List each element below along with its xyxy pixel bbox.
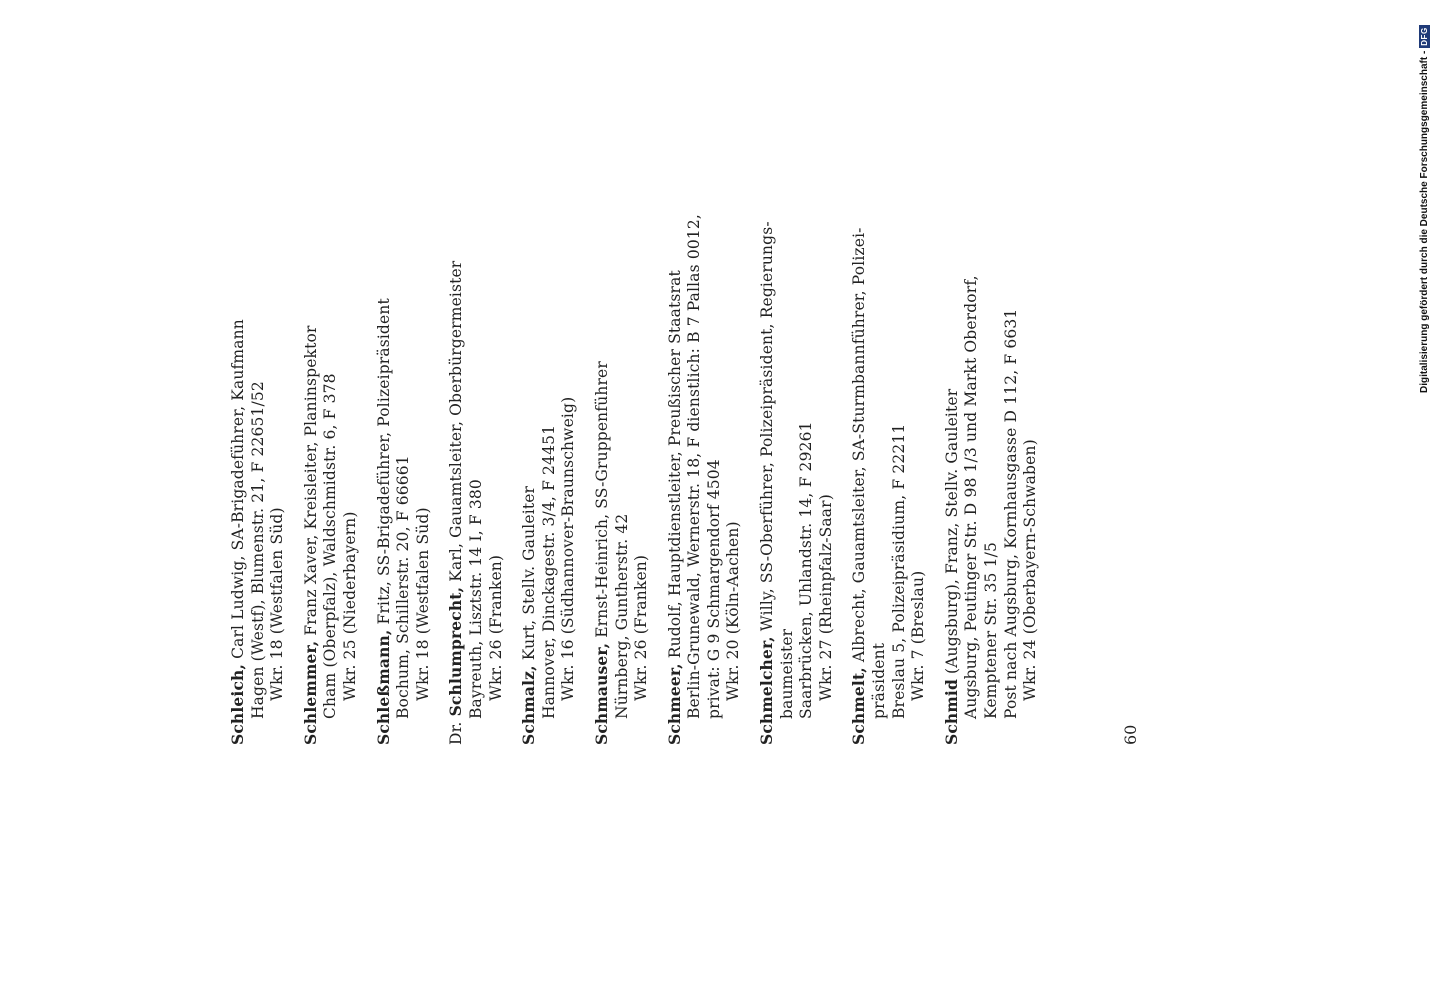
entry-name: Schmeer, — [664, 663, 684, 745]
entry-line: Wkr. 27 (Rheinpfalz-Saar) — [816, 494, 835, 701]
entry-line: Kurt, Stellv. Gauleiter — [520, 485, 539, 661]
entry-line: Wkr. 7 (Breslau) — [909, 570, 928, 701]
entry-line: (Augsburg), Franz, Stellv. Gauleiter — [942, 388, 961, 674]
entry-line: Kemptener Str. 35 1/5 — [982, 541, 1000, 719]
entry-line: Willy, SS-Oberführer, Polizeipräsident, Regierungs- — [758, 221, 777, 632]
entry-line: Wkr. 24 (Oberbayern-Schwaben) — [1021, 439, 1040, 701]
entry-line: Bochum, Schillerstr. 20, F 66661 — [394, 455, 413, 719]
entry-name: Schleich, — [228, 664, 247, 745]
directory-entry — [664, 214, 744, 745]
directory-entry — [941, 275, 1041, 745]
directory-entry — [757, 221, 836, 745]
entry-line: Breslau 5, Polizeipräsidium, F 22211 — [889, 423, 908, 719]
entry-line: Karl, Gauamtsleiter, Oberbürgermeister — [447, 260, 466, 582]
directory-entry — [592, 285, 652, 745]
dfg-logo-icon: DFG — [1420, 27, 1429, 46]
directory-entry — [519, 285, 579, 745]
entry-line: privat: G 9 Schmargendorf 4504 — [704, 459, 723, 719]
entry-line: Bayreuth, Lisztstr. 14 I, F 380 — [466, 479, 485, 719]
digitization-credit — [1419, 25, 1430, 393]
directory-entry — [446, 260, 506, 745]
entry-line: Ernst-Heinrich, SS-Gruppenführer — [592, 361, 611, 638]
directory-entry — [374, 285, 434, 745]
entry-name: Schlemmer, — [300, 640, 320, 745]
entry-line: Post nach Augsburg, Kornhausgasse D 112, F 6631 — [1001, 308, 1020, 719]
entry-prefix: Dr. — [447, 721, 466, 745]
directory-entry — [228, 285, 288, 745]
entry-name: Schmauser, — [591, 642, 611, 745]
entry-line: Wkr. 18 (Westfalen Süd) — [268, 507, 287, 701]
entry-line: Albrecht, Gauamtsleiter, SA-Sturmbannführer, Polizei- — [850, 227, 869, 663]
entry-line: präsident — [870, 642, 889, 719]
entry-name: Schmalz, — [519, 665, 539, 745]
entry-name: Schleßmann, — [373, 629, 393, 745]
entry-line: Carl Ludwig, SA-Brigadeführer, Kaufmann — [229, 319, 247, 659]
entry-name: Schmid — [941, 679, 961, 745]
entry-line: Wkr. 26 (Franken) — [632, 554, 651, 701]
entry-line: Wkr. 18 (Westfalen Süd) — [413, 507, 432, 701]
entry-line: Wkr. 25 (Niederbayern) — [340, 511, 359, 701]
entry-line: Wkr. 26 (Franken) — [486, 554, 505, 701]
entry-line: Cham (Oberpfalz), Waldschmidstr. 6, F 378 — [321, 373, 340, 719]
entry-name: Schmelcher, — [757, 636, 777, 745]
entry-line: Rudolf, Hauptdienstleiter, Preußischer Staatsrat — [665, 270, 684, 659]
entry-name: Schlumprecht, — [446, 586, 466, 717]
entry-line: Augsburg, Peutinger Str. D 98 1/3 und Markt Oberdorf, — [962, 275, 981, 719]
entry-line: Berlin-Grunewald, Wernerstr. 18, F dienstlich: B 7 Pallas 0012, — [685, 214, 704, 719]
entry-line: Fritz, SS-Brigadeführer, Polizeipräsident — [374, 298, 393, 625]
entry-line: baumeister — [777, 628, 796, 719]
entry-name: Schmelt, — [849, 667, 869, 745]
entry-line: Saarbrücken, Uhlandstr. 14, F 29261 — [797, 421, 816, 719]
entry-line: Wkr. 20 (Köln-Aachen) — [724, 521, 743, 701]
entry-line: Nürnberg, Guntherstr. 42 — [612, 513, 631, 719]
page-number: 60 — [1121, 724, 1140, 745]
credit-text: Digitalisierung gefördert durch die Deutsche Forschungsgemeinschaft - — [1419, 50, 1430, 393]
directory-entry — [849, 227, 928, 745]
directory-text-block — [228, 214, 1054, 745]
entry-line: Franz Xaver, Kreisleiter, Planinspektor — [301, 325, 320, 636]
entry-line: Wkr. 16 (Südhannover-Braunschweig) — [559, 396, 578, 701]
entry-line: Hagen (Westf), Blumenstr. 21, F 22651/52 — [248, 381, 267, 719]
entry-line: Hannover, Dinckagestr. 3/4, F 24451 — [539, 424, 558, 719]
directory-entry — [301, 285, 361, 745]
